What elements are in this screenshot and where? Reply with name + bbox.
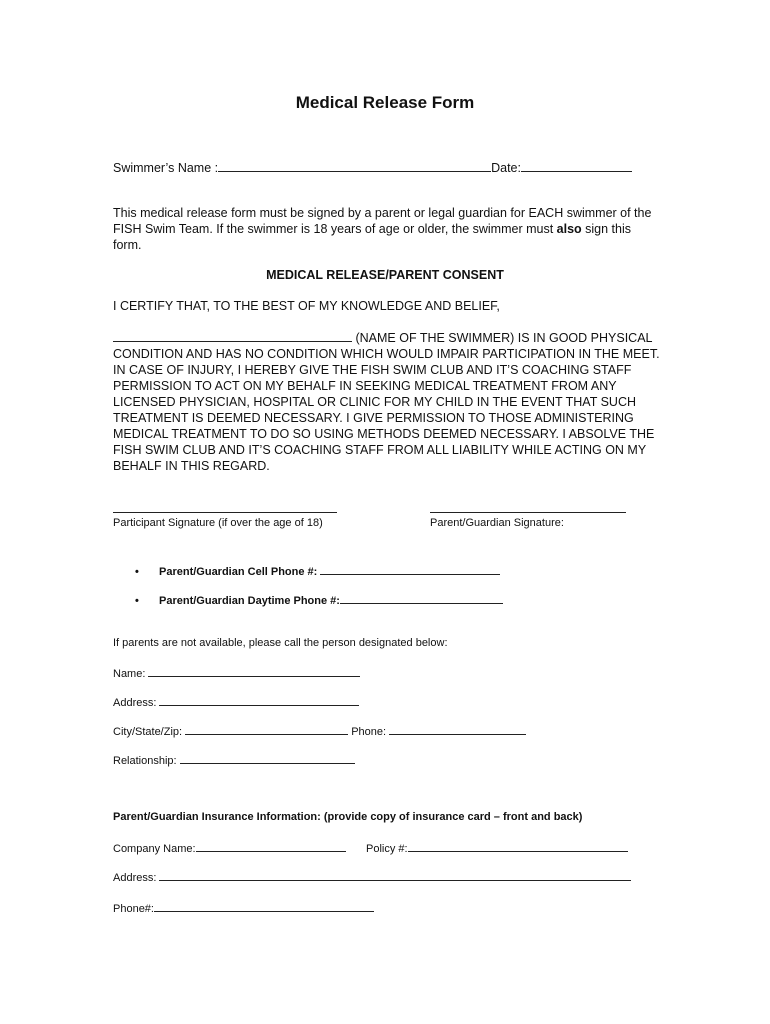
- emergency-name-field[interactable]: [148, 665, 360, 677]
- insurance-policy-row: [366, 840, 628, 856]
- bullet-icon: •: [135, 566, 139, 578]
- intro-text-end: sign this form.: [113, 222, 632, 252]
- insurance-company-field[interactable]: [196, 840, 346, 852]
- emergency-city-label: City/State/Zip:: [113, 726, 183, 738]
- swimmer-name-row: [113, 160, 632, 176]
- emergency-name-row: [113, 665, 360, 681]
- consent-body-text: CONDITION AND HAS NO CONDITION WHICH WOULD IMPAIR PARTICIPATION IN THE MEET. IN CASE OF INJURY, I HEREBY GIVE THE FISH SWIM CLUB AND IT’S COACHING STAFF PERMISSION TO ACT ON MY BEHALF IN SEEKING MEDICAL TREATMENT FROM ANY LICENSED PHYSICIAN, HOSPITAL OR CLINIC FOR MY CHILD IN THE EVENT THAT SUCH TREATMENT IS DEEMED NECESSARY. I GIVE PERMISSION TO THOSE ADMINISTERING MEDICAL TREATMENT TO DO SO USING METHODS DEEMED NECESSARY. I ABSOLVE THE FISH SWIM CLUB AND IT’S COACHING STAFF FROM ALL LIABILITY WHILE ACTING ON MY BEHALF IN THIS REGARD.: [113, 347, 660, 473]
- insurance-phone-field[interactable]: [154, 900, 374, 912]
- insurance-address-label: Address:: [113, 872, 157, 884]
- swimmer-name-field[interactable]: [218, 160, 491, 172]
- cell-phone-label: Parent/Guardian Cell Phone #:: [159, 566, 318, 578]
- page-title: Medical Release Form: [295, 93, 475, 112]
- insurance-address-field[interactable]: [159, 869, 631, 881]
- emergency-city-row: [113, 723, 526, 739]
- insurance-address-row: [113, 869, 631, 885]
- insurance-heading: Parent/Guardian Insurance Information: (provide copy of insurance card – front and back): [113, 811, 583, 823]
- cell-phone-row: [113, 563, 500, 579]
- emergency-phone-label: Phone:: [351, 726, 387, 738]
- insurance-phone-label: Phone#:: [113, 903, 154, 915]
- certify-line: I CERTIFY THAT, TO THE BEST OF MY KNOWLEDGE AND BELIEF,: [113, 299, 500, 313]
- consent-body-first: (NAME OF THE SWIMMER) IS IN GOOD PHYSICAL: [352, 331, 653, 345]
- emergency-phone-field[interactable]: [389, 723, 526, 735]
- parent-signature-field[interactable]: [430, 512, 626, 513]
- emergency-intro: If parents are not available, please call the person designated below:: [113, 637, 448, 649]
- participant-signature-field[interactable]: [113, 512, 337, 513]
- emergency-relationship-label: Relationship:: [113, 755, 177, 767]
- insurance-phone-row: [113, 900, 374, 916]
- consent-body: [113, 330, 663, 474]
- intro-emphasis: also: [556, 222, 582, 236]
- participant-signature-label: Participant Signature (if over the age of 18): [113, 517, 323, 529]
- insurance-policy-label: Policy #:: [366, 843, 408, 855]
- consent-heading: MEDICAL RELEASE/PARENT CONSENT: [266, 268, 504, 282]
- emergency-name-label: Name:: [113, 668, 146, 680]
- date-field[interactable]: [521, 160, 632, 172]
- insurance-company-row: [113, 840, 346, 856]
- swimmer-name-label: Swimmer’s Name :: [113, 161, 219, 175]
- date-label: Date:: [491, 161, 521, 175]
- emergency-city-field[interactable]: [185, 723, 348, 735]
- emergency-relationship-field[interactable]: [180, 752, 355, 764]
- emergency-address-field[interactable]: [159, 694, 359, 706]
- intro-text: This medical release form must be signed by a parent or legal guardian for EACH swimmer of the FISH Swim Team. If the swimmer is 18 years of age or older, the swimmer must: [113, 206, 652, 236]
- daytime-phone-row: [113, 592, 503, 608]
- cell-phone-field[interactable]: [320, 563, 500, 575]
- parent-signature-label: Parent/Guardian Signature:: [430, 517, 564, 529]
- emergency-address-label: Address:: [113, 697, 157, 709]
- emergency-relationship-row: [113, 752, 355, 768]
- bullet-icon: •: [135, 595, 139, 607]
- daytime-phone-label: Parent/Guardian Daytime Phone #:: [159, 595, 340, 607]
- emergency-address-row: [113, 694, 359, 710]
- insurance-policy-field[interactable]: [408, 840, 628, 852]
- intro-paragraph: [113, 205, 661, 253]
- daytime-phone-field[interactable]: [340, 592, 503, 604]
- swimmer-name-consent-field[interactable]: [113, 330, 352, 342]
- insurance-company-label: Company Name:: [113, 843, 196, 855]
